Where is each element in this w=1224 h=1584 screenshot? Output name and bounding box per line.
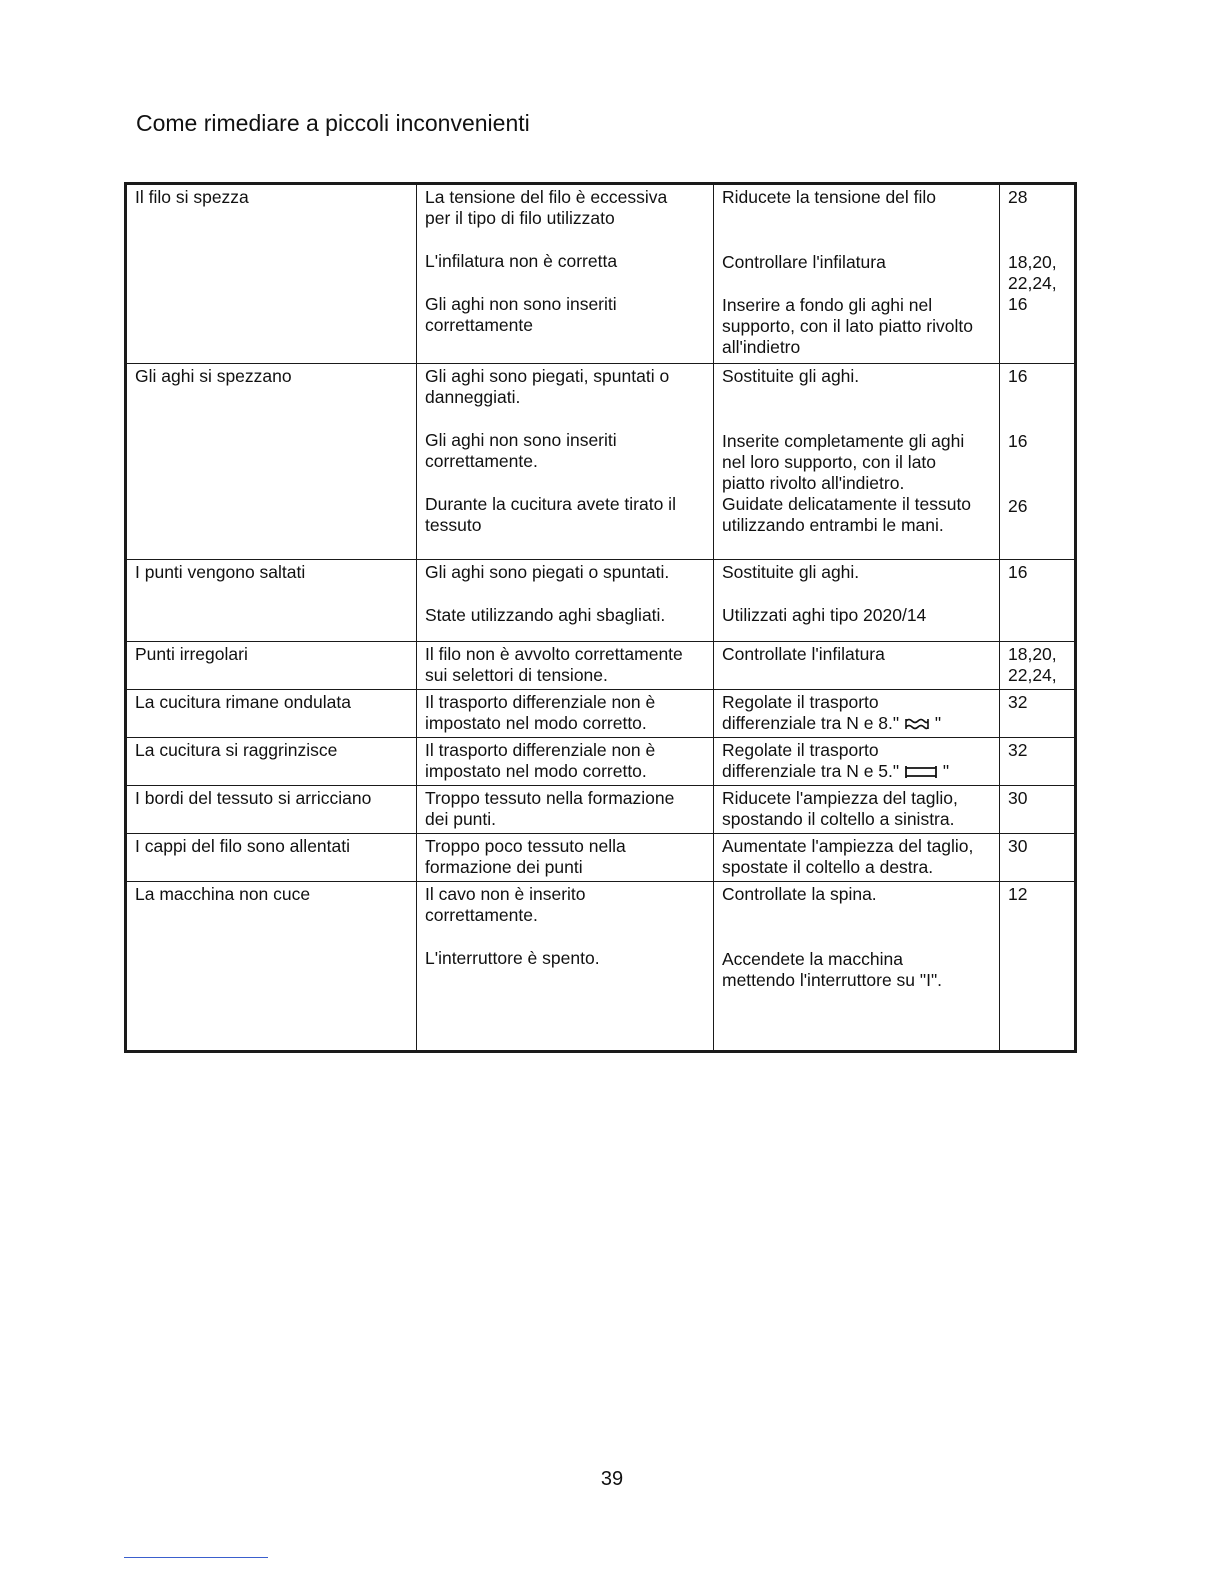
cause-line: dei punti.: [425, 809, 497, 829]
page-ref: 18,20,: [1008, 644, 1057, 664]
problem-text: Gli aghi si spezzano: [135, 366, 292, 386]
remedy-cell: [714, 690, 1000, 738]
page-ref-cell: [1000, 560, 1076, 642]
problem-cell: [126, 786, 417, 834]
remedy-line: supporto, con il lato piatto rivolto: [722, 316, 973, 336]
remedy-cell: [714, 738, 1000, 786]
cause-line: Il trasporto differenziale non è: [425, 692, 656, 712]
page-ref-cell: [1000, 690, 1076, 738]
remedy-line: Inserire a fondo gli aghi nel: [722, 295, 933, 315]
page-ref: 22,24,: [1008, 273, 1057, 293]
quote-mark: ": [942, 761, 950, 781]
remedy-line: Riducete l'ampiezza del taglio,: [722, 788, 958, 808]
page-ref: 32: [1008, 692, 1028, 712]
problem-text: La cucitura rimane ondulata: [135, 692, 351, 712]
problem-text: Il filo si spezza: [135, 187, 249, 207]
remedy-line: Inserite completamente gli aghi: [722, 431, 965, 451]
problem-cell: [126, 642, 417, 690]
remedy-line: Sostituite gli aghi.: [722, 562, 860, 582]
cause-line: Troppo poco tessuto nella: [425, 836, 626, 856]
remedy-cell: [714, 834, 1000, 882]
page-ref: 16: [1008, 366, 1028, 386]
cause-cell: [417, 560, 714, 642]
problem-text: La cucitura si raggrinzisce: [135, 740, 338, 760]
cause-line: Gli aghi non sono inseriti: [425, 294, 617, 314]
problem-text: I bordi del tessuto si arricciano: [135, 788, 372, 808]
remedy-line: Guidate delicatamente il tessuto: [722, 494, 972, 514]
remedy-line: Riducete la tensione del filo: [722, 187, 937, 207]
cause-cell: [417, 786, 714, 834]
page-ref-cell: [1000, 642, 1076, 690]
cause-line: Gli aghi non sono inseriti: [425, 430, 617, 450]
problem-cell: [126, 690, 417, 738]
page-ref: 16: [1008, 431, 1028, 451]
problem-text: I cappi del filo sono allentati: [135, 836, 350, 856]
cause-line: correttamente: [425, 315, 533, 335]
remedy-cell: [714, 642, 1000, 690]
wavy-seam-icon: [904, 716, 930, 732]
cause-line: Gli aghi sono piegati o spuntati.: [425, 562, 670, 582]
cause-line: Gli aghi sono piegati, spuntati o: [425, 366, 670, 386]
cause-cell: [417, 690, 714, 738]
cause-line: formazione dei punti: [425, 857, 583, 877]
page-ref-cell: [1000, 786, 1076, 834]
cause-line: correttamente.: [425, 451, 538, 471]
remedy-line: differenziale tra N e 8.": [722, 713, 900, 733]
page-ref: 30: [1008, 788, 1028, 808]
remedy-cell: [714, 882, 1000, 1052]
cause-line: Troppo tessuto nella formazione: [425, 788, 675, 808]
table-row: [126, 786, 1076, 834]
cause-cell: [417, 184, 714, 364]
page-ref-cell: [1000, 834, 1076, 882]
remedy-line: Aumentate l'ampiezza del taglio,: [722, 836, 974, 856]
remedy-line: Controllate la spina.: [722, 884, 877, 904]
cause-cell: [417, 738, 714, 786]
cause-cell: [417, 834, 714, 882]
cause-line: Il trasporto differenziale non è: [425, 740, 656, 760]
remedy-line: spostando il coltello a sinistra.: [722, 809, 955, 829]
cause-cell: [417, 882, 714, 1052]
page-ref: 32: [1008, 740, 1028, 760]
cause-line: danneggiati.: [425, 387, 521, 407]
page-ref: 18,20,: [1008, 252, 1057, 272]
problem-cell: [126, 184, 417, 364]
remedy-line: Utilizzati aghi tipo 2020/14: [722, 605, 927, 625]
cause-line: impostato nel modo corretto.: [425, 713, 647, 733]
page-ref: 26: [1008, 496, 1028, 516]
page-ref-cell: [1000, 184, 1076, 364]
table-row: [126, 364, 1076, 560]
page-ref: 30: [1008, 836, 1028, 856]
remedy-line: Regolate il trasporto: [722, 740, 879, 760]
remedy-line: Controllate l'infilatura: [722, 644, 885, 664]
problem-text: I punti vengono saltati: [135, 562, 306, 582]
remedy-line: nel loro supporto, con il lato: [722, 452, 937, 472]
remedy-cell: [714, 364, 1000, 560]
footnote-separator: [124, 1557, 268, 1558]
cause-line: sui selettori di tensione.: [425, 665, 608, 685]
table-row: [126, 560, 1076, 642]
cause-cell: [417, 642, 714, 690]
remedy-line: all'indietro: [722, 337, 801, 357]
cause-cell: [417, 364, 714, 560]
problem-text: Punti irregolari: [135, 644, 248, 664]
problem-cell: [126, 738, 417, 786]
remedy-line: Regolate il trasporto: [722, 692, 879, 712]
page-ref: 16: [1008, 294, 1028, 314]
problem-cell: [126, 882, 417, 1052]
table-row: [126, 690, 1076, 738]
problem-cell: [126, 834, 417, 882]
remedy-line: mettendo l'interruttore su "I".: [722, 970, 943, 990]
cause-line: Il cavo non è inserito: [425, 884, 586, 904]
troubleshooting-table: [124, 182, 1077, 1053]
page-ref-cell: [1000, 364, 1076, 560]
table-row: [126, 738, 1076, 786]
problem-text: La macchina non cuce: [135, 884, 311, 904]
remedy-cell: [714, 184, 1000, 364]
cause-line: La tensione del filo è eccessiva: [425, 187, 668, 207]
cause-line: correttamente.: [425, 905, 538, 925]
remedy-line: Accendete la macchina: [722, 949, 903, 969]
remedy-line: Sostituite gli aghi.: [722, 366, 860, 386]
cause-line: State utilizzando aghi sbagliati.: [425, 605, 666, 625]
table-row: [126, 642, 1076, 690]
page-ref: 22,24,: [1008, 665, 1057, 685]
remedy-line: piatto rivolto all'indietro.: [722, 473, 905, 493]
remedy-line: differenziale tra N e 5.": [722, 761, 900, 781]
quote-mark: ": [934, 713, 942, 733]
gathered-seam-icon: [904, 764, 938, 780]
cause-line: L'interruttore è spento.: [425, 948, 600, 968]
page-ref: 16: [1008, 562, 1028, 582]
remedy-line: Controllare l'infilatura: [722, 252, 886, 272]
remedy-cell: [714, 786, 1000, 834]
page-ref: 28: [1008, 187, 1028, 207]
problem-cell: [126, 560, 417, 642]
problem-cell: [126, 364, 417, 560]
page-ref-cell: [1000, 882, 1076, 1052]
cause-line: tessuto: [425, 515, 482, 535]
table-row: [126, 184, 1076, 364]
cause-line: impostato nel modo corretto.: [425, 761, 647, 781]
remedy-line: spostate il coltello a destra.: [722, 857, 934, 877]
page-ref: 12: [1008, 884, 1028, 904]
cause-line: per il tipo di filo utilizzato: [425, 208, 615, 228]
remedy-line: utilizzando entrambi le mani.: [722, 515, 944, 535]
remedy-cell: [714, 560, 1000, 642]
page-number: 39: [600, 1468, 624, 1490]
cause-line: Durante la cucitura avete tirato il: [425, 494, 676, 514]
cause-line: Il filo non è avvolto correttamente: [425, 644, 683, 664]
table-row: [126, 882, 1076, 1052]
table-row: [126, 834, 1076, 882]
page-title: Come rimediare a piccoli inconvenienti: [136, 110, 530, 136]
cause-line: L'infilatura non è corretta: [425, 251, 618, 271]
page-ref-cell: [1000, 738, 1076, 786]
